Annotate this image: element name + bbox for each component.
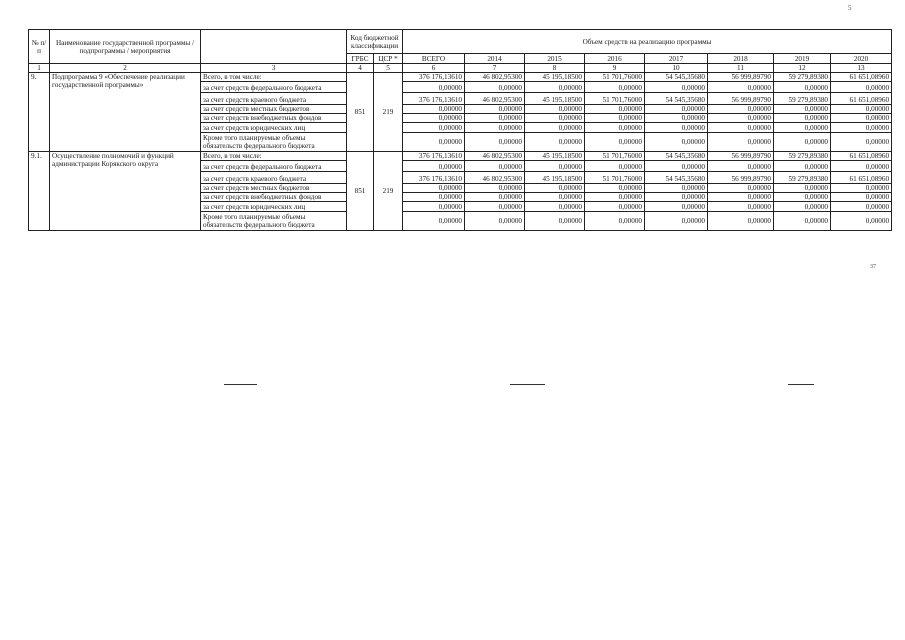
col-number: 8 (525, 64, 585, 73)
amount-year: 59 279,89380 (774, 172, 831, 184)
col-number: 5 (374, 64, 403, 73)
amount-year: 0,00000 (645, 202, 708, 212)
amount-year: 56 999,89790 (708, 93, 774, 105)
funding-source-label: за счет средств юридических лиц (201, 202, 347, 212)
header-volume: Объем средств на реализацию программы (403, 30, 892, 54)
amount-year: 0,00000 (525, 123, 585, 133)
amount-year: 0,00000 (525, 161, 585, 172)
amount-year: 0,00000 (708, 105, 774, 114)
amount-year: 0,00000 (645, 105, 708, 114)
grbs-code: 851 (347, 152, 374, 231)
budget-table (28, 29, 892, 231)
grbs-code: 851 (347, 73, 374, 152)
header-blank (201, 30, 347, 64)
amount-year: 0,00000 (831, 193, 892, 202)
amount-year: 0,00000 (585, 105, 645, 114)
header-name: Наименование государственной программы / подпрограммы / мероприятия (50, 30, 201, 64)
col-number: 1 (29, 64, 50, 73)
funding-source-label: Кроме того планируемые объемы обязательств федерального бюджета (201, 133, 347, 152)
amount-year: 0,00000 (774, 212, 831, 231)
amount-year: 0,00000 (585, 82, 645, 93)
funding-source-label: за счет средств федерального бюджета (201, 82, 347, 93)
header-year: 2020 (831, 54, 892, 64)
page-mark: 5 (848, 4, 852, 12)
amount-total: 0,00000 (403, 184, 465, 193)
amount-total: 376 176,13610 (403, 172, 465, 184)
amount-year: 0,00000 (831, 184, 892, 193)
footnote-mark: 37 (870, 264, 876, 270)
amount-year: 0,00000 (708, 212, 774, 231)
funding-source-label: Всего, в том числе: (201, 73, 347, 82)
amount-year: 0,00000 (708, 193, 774, 202)
amount-total: 376 176,13610 (403, 73, 465, 82)
amount-year: 0,00000 (465, 161, 525, 172)
header-budget-code: Код бюджетной классификации (347, 30, 403, 54)
row-number: 9. (29, 73, 50, 152)
funding-source-label: за счет средств федерального бюджета (201, 161, 347, 172)
amount-year: 0,00000 (708, 184, 774, 193)
footer-line-left (224, 384, 257, 385)
amount-year: 54 545,35680 (645, 93, 708, 105)
amount-total: 0,00000 (403, 133, 465, 152)
amount-year: 0,00000 (831, 133, 892, 152)
amount-year: 0,00000 (645, 212, 708, 231)
col-number: 7 (465, 64, 525, 73)
amount-year: 0,00000 (525, 82, 585, 93)
funding-source-label: за счет средств внебюджетных фондов (201, 114, 347, 123)
header-year: 2018 (708, 54, 774, 64)
amount-year: 0,00000 (831, 123, 892, 133)
col-number: 10 (645, 64, 708, 73)
amount-year: 0,00000 (774, 123, 831, 133)
amount-year: 0,00000 (708, 114, 774, 123)
amount-year: 0,00000 (525, 133, 585, 152)
amount-year: 61 651,08960 (831, 172, 892, 184)
amount-year: 0,00000 (831, 212, 892, 231)
col-number: 11 (708, 64, 774, 73)
amount-year: 0,00000 (525, 184, 585, 193)
amount-year: 0,00000 (585, 202, 645, 212)
amount-year: 0,00000 (708, 133, 774, 152)
amount-year: 0,00000 (465, 123, 525, 133)
funding-source-label: за счет средств юридических лиц (201, 123, 347, 133)
amount-year: 0,00000 (465, 114, 525, 123)
amount-year: 61 651,08960 (831, 152, 892, 161)
header-num: № п/п (29, 30, 50, 64)
amount-year: 0,00000 (585, 212, 645, 231)
funding-source-label: за счет средств местных бюджетов (201, 184, 347, 193)
amount-year: 0,00000 (645, 114, 708, 123)
header-year: 2019 (774, 54, 831, 64)
amount-year: 0,00000 (525, 193, 585, 202)
amount-year: 0,00000 (645, 82, 708, 93)
funding-source-label: Кроме того планируемые объемы обязательств федерального бюджета (201, 212, 347, 231)
amount-year: 46 802,95300 (465, 93, 525, 105)
amount-year: 0,00000 (585, 123, 645, 133)
amount-year: 0,00000 (831, 161, 892, 172)
header-year: 2015 (525, 54, 585, 64)
amount-total: 0,00000 (403, 123, 465, 133)
header-year: 2017 (645, 54, 708, 64)
amount-year: 61 651,08960 (831, 93, 892, 105)
amount-year: 46 802,95300 (465, 172, 525, 184)
amount-year: 0,00000 (831, 105, 892, 114)
amount-year: 45 195,18500 (525, 93, 585, 105)
amount-total: 0,00000 (403, 212, 465, 231)
amount-year: 61 651,08960 (831, 73, 892, 82)
amount-year: 0,00000 (465, 133, 525, 152)
amount-year: 45 195,18500 (525, 73, 585, 82)
table-row (29, 73, 892, 82)
amount-year: 0,00000 (465, 82, 525, 93)
program-name: Осуществление полномочий и функций администрации Корякского округа (50, 152, 201, 231)
footer-line-right (788, 384, 814, 385)
amount-year: 0,00000 (465, 184, 525, 193)
amount-year: 0,00000 (525, 105, 585, 114)
row-number: 9.1. (29, 152, 50, 231)
col-number: 3 (201, 64, 347, 73)
amount-year: 56 999,89790 (708, 152, 774, 161)
amount-year: 0,00000 (831, 202, 892, 212)
amount-year: 0,00000 (465, 193, 525, 202)
amount-year: 46 802,95300 (465, 73, 525, 82)
amount-total: 376 176,13610 (403, 93, 465, 105)
header-year: 2014 (465, 54, 525, 64)
amount-year: 0,00000 (708, 123, 774, 133)
amount-year: 0,00000 (645, 184, 708, 193)
amount-year: 0,00000 (774, 193, 831, 202)
amount-total: 0,00000 (403, 161, 465, 172)
amount-total: 0,00000 (403, 105, 465, 114)
amount-year: 0,00000 (774, 202, 831, 212)
amount-year: 54 545,35680 (645, 73, 708, 82)
amount-year: 0,00000 (465, 202, 525, 212)
amount-year: 0,00000 (465, 212, 525, 231)
funding-source-label: за счет средств краевого бюджета (201, 172, 347, 184)
amount-year: 54 545,35680 (645, 152, 708, 161)
amount-year: 0,00000 (774, 114, 831, 123)
amount-year: 0,00000 (831, 114, 892, 123)
header-year: 2016 (585, 54, 645, 64)
amount-year: 54 545,35680 (645, 172, 708, 184)
amount-year: 51 701,76000 (585, 172, 645, 184)
table-row (29, 152, 892, 161)
funding-source-label: Всего, в том числе: (201, 152, 347, 161)
amount-year: 0,00000 (585, 161, 645, 172)
amount-year: 0,00000 (774, 184, 831, 193)
amount-year: 0,00000 (774, 161, 831, 172)
col-number: 4 (347, 64, 374, 73)
amount-year: 0,00000 (774, 105, 831, 114)
header-grbs: ГРБС (347, 54, 374, 64)
amount-year: 0,00000 (645, 133, 708, 152)
amount-total: 0,00000 (403, 202, 465, 212)
amount-year: 45 195,18500 (525, 172, 585, 184)
amount-year: 0,00000 (645, 161, 708, 172)
col-number: 2 (50, 64, 201, 73)
amount-year: 0,00000 (525, 114, 585, 123)
amount-year: 59 279,89380 (774, 73, 831, 82)
header-total: ВСЕГО (403, 54, 465, 64)
amount-year: 0,00000 (708, 202, 774, 212)
funding-source-label: за счет средств местных бюджетов (201, 105, 347, 114)
amount-year: 0,00000 (585, 193, 645, 202)
amount-year: 51 701,76000 (585, 152, 645, 161)
amount-year: 0,00000 (525, 202, 585, 212)
col-number: 9 (585, 64, 645, 73)
csr-code: 219 (374, 73, 403, 152)
amount-year: 0,00000 (585, 114, 645, 123)
amount-year: 56 999,89790 (708, 73, 774, 82)
funding-source-label: за счет средств внебюджетных фондов (201, 193, 347, 202)
amount-year: 46 802,95300 (465, 152, 525, 161)
amount-year: 51 701,76000 (585, 73, 645, 82)
amount-year: 59 279,89380 (774, 93, 831, 105)
amount-year: 0,00000 (774, 133, 831, 152)
program-name: Подпрограмма 9 «Обеспечение реализации государственной программы» (50, 73, 201, 152)
amount-year: 56 999,89790 (708, 172, 774, 184)
amount-year: 0,00000 (525, 212, 585, 231)
funding-source-label: за счет средств краевого бюджета (201, 93, 347, 105)
col-number: 13 (831, 64, 892, 73)
col-number: 6 (403, 64, 465, 73)
header-csr: ЦСР * (374, 54, 403, 64)
amount-year: 0,00000 (645, 123, 708, 133)
col-number: 12 (774, 64, 831, 73)
amount-year: 0,00000 (585, 184, 645, 193)
amount-total: 376 176,13610 (403, 152, 465, 161)
amount-year: 51 701,76000 (585, 93, 645, 105)
csr-code: 219 (374, 152, 403, 231)
amount-total: 0,00000 (403, 114, 465, 123)
amount-year: 0,00000 (708, 161, 774, 172)
amount-year: 0,00000 (774, 82, 831, 93)
amount-year: 0,00000 (708, 82, 774, 93)
amount-year: 59 279,89380 (774, 152, 831, 161)
amount-year: 0,00000 (831, 82, 892, 93)
amount-year: 0,00000 (465, 105, 525, 114)
amount-total: 0,00000 (403, 193, 465, 202)
amount-year: 0,00000 (645, 193, 708, 202)
amount-year: 0,00000 (585, 133, 645, 152)
footer-line-center (510, 384, 545, 385)
amount-year: 45 195,18500 (525, 152, 585, 161)
amount-total: 0,00000 (403, 82, 465, 93)
